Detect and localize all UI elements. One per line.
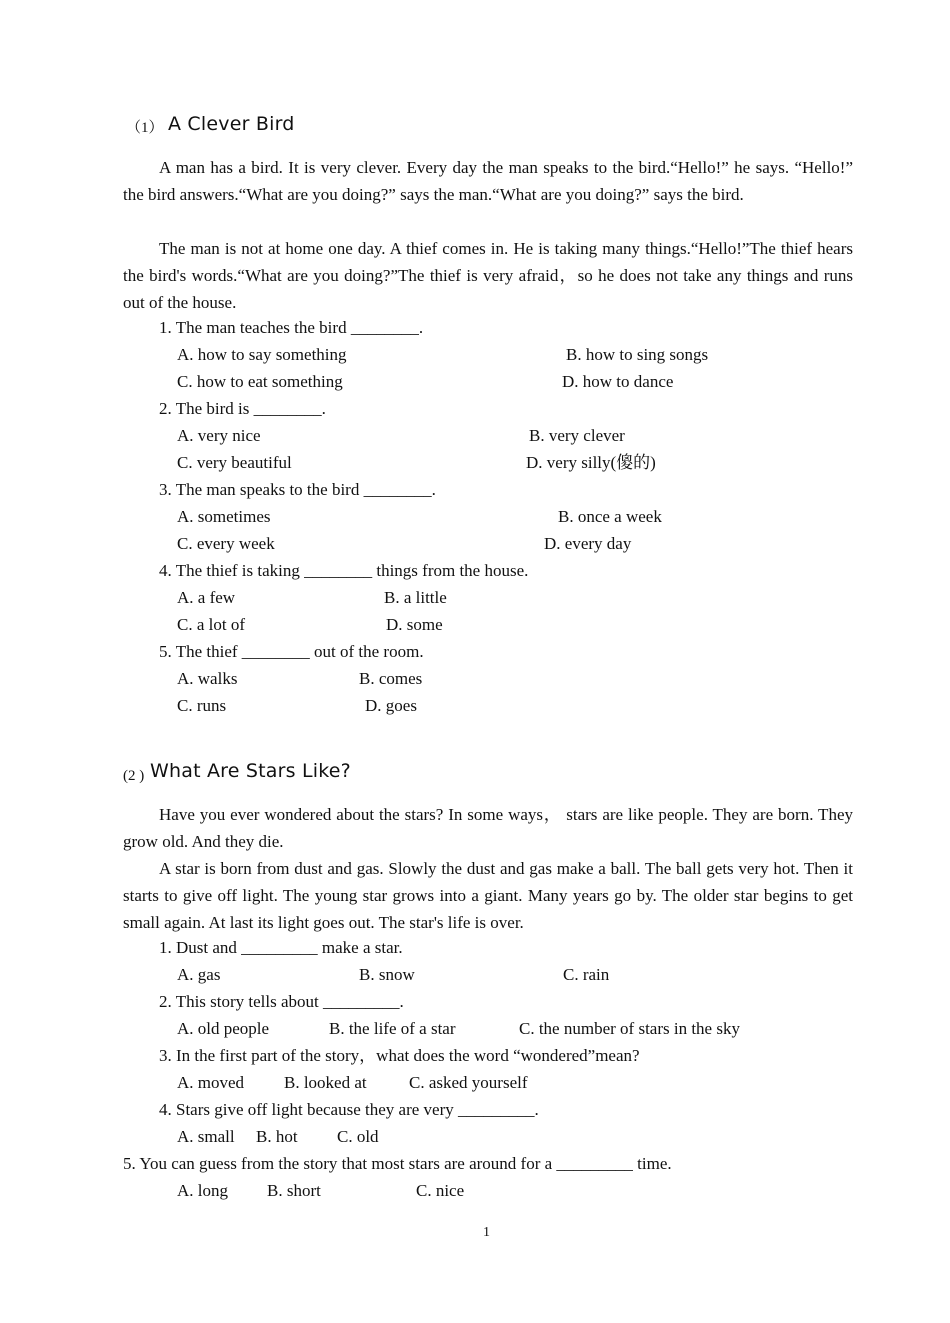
s1-q1-option-a: A. how to say something [177,345,347,364]
s1-q4-option-a: A. a few [177,588,236,607]
s1-q2-option-c: C. very beautiful [177,453,292,472]
s1-q2-option-b: B. very clever [529,426,625,445]
s2-q1-stem: 1. Dust and _________ make a star. [159,938,403,957]
s2-q1-option-b: B. snow [359,965,415,984]
s1-q4-option-b: B. a little [384,588,447,607]
s2-q5-option-c: C. nice [416,1181,465,1200]
section2-paragraph-2: A star is born from dust and gas. Slowly the dust and gas make a ball. The ball gets very hot. Then it starts to give off light. The young star grows into a giant. Many years go by. The older star begins to get small again. At last its light goes out. The star's life is over. [123,859,853,932]
s1-q2-option-d: D. very silly(傻的) [526,453,656,472]
section2-paragraph-1: Have you ever wondered about the stars? In some ways， stars are like people. They are born. They grow old. And they die. [123,805,853,851]
s1-q1-option-c: C. how to eat something [177,372,343,391]
s2-q3-option-a: A. moved [177,1073,245,1092]
s2-q2-stem: 2. This story tells about _________. [159,992,404,1011]
s1-q4-option-c: C. a lot of [177,615,245,634]
section1-number: （1） [126,120,164,136]
s1-q5-option-d: D. goes [365,696,417,715]
s1-q3-option-a: A. sometimes [177,507,271,526]
section2-number: (2 ) [123,768,145,784]
s1-q4-option-d: D. some [386,615,443,634]
s1-q3-option-b: B. once a week [558,507,662,526]
s1-q5-option-b: B. comes [359,669,423,688]
s2-q1-option-a: A. gas [177,965,221,984]
s2-q1-option-c: C. rain [563,965,610,984]
s2-q3-stem: 3. In the first part of the story，what does the word “wondered”mean? [159,1046,640,1065]
s2-q5-stem: 5. You can guess from the story that most stars are around for a _________ time. [123,1154,672,1173]
s1-q5-option-c: C. runs [177,696,227,715]
s1-q2-stem: 2. The bird is ________. [159,399,326,418]
s1-q3-option-c: C. every week [177,534,275,553]
section1-title: A Clever Bird [168,113,295,135]
s1-q4-stem: 4. The thief is taking ________ things from the house. [159,561,529,580]
s1-q5-stem: 5. The thief ________ out of the room. [159,642,424,661]
s1-q3-option-d: D. every day [544,534,632,553]
s2-q2-option-b: B. the life of a star [329,1019,456,1038]
s1-q1-stem: 1. The man teaches the bird ________. [159,318,424,337]
s1-q1-option-b: B. how to sing songs [566,345,709,364]
s2-q2-option-a: A. old people [177,1019,270,1038]
section1-paragraph-1: A man has a bird. It is very clever. Every day the man speaks to the bird.“Hello!” he says. “Hello!” the bird answers.“What are you doing?” says the man.“What are you doing?” says the bird. [123,158,853,204]
s1-q2-option-a: A. very nice [177,426,261,445]
s2-q4-stem: 4. Stars give off light because they are very _________. [159,1100,539,1119]
section1-paragraph-2: The man is not at home one day. A thief comes in. He is taking many things.“Hello!”The thief hears the bird's words.“What are you doing?”The thief is very afraid，so he does not take any things and runs out of the house. [123,239,853,312]
s2-q5-option-b: B. short [267,1181,321,1200]
section2-title: What Are Stars Like? [150,760,351,782]
s2-q4-option-b: B. hot [256,1127,298,1146]
s2-q5-option-a: A. long [177,1181,228,1200]
s1-q1-option-d: D. how to dance [562,372,674,391]
s2-q4-option-a: A. small [177,1127,235,1146]
s2-q2-option-c: C. the number of stars in the sky [519,1019,740,1038]
s1-q3-stem: 3. The man speaks to the bird ________. [159,480,436,499]
page-number: 1 [483,1225,490,1240]
s1-q5-option-a: A. walks [177,669,238,688]
s2-q4-option-c: C. old [337,1127,379,1146]
s2-q3-option-c: C. asked yourself [409,1073,528,1092]
s2-q3-option-b: B. looked at [284,1073,367,1092]
